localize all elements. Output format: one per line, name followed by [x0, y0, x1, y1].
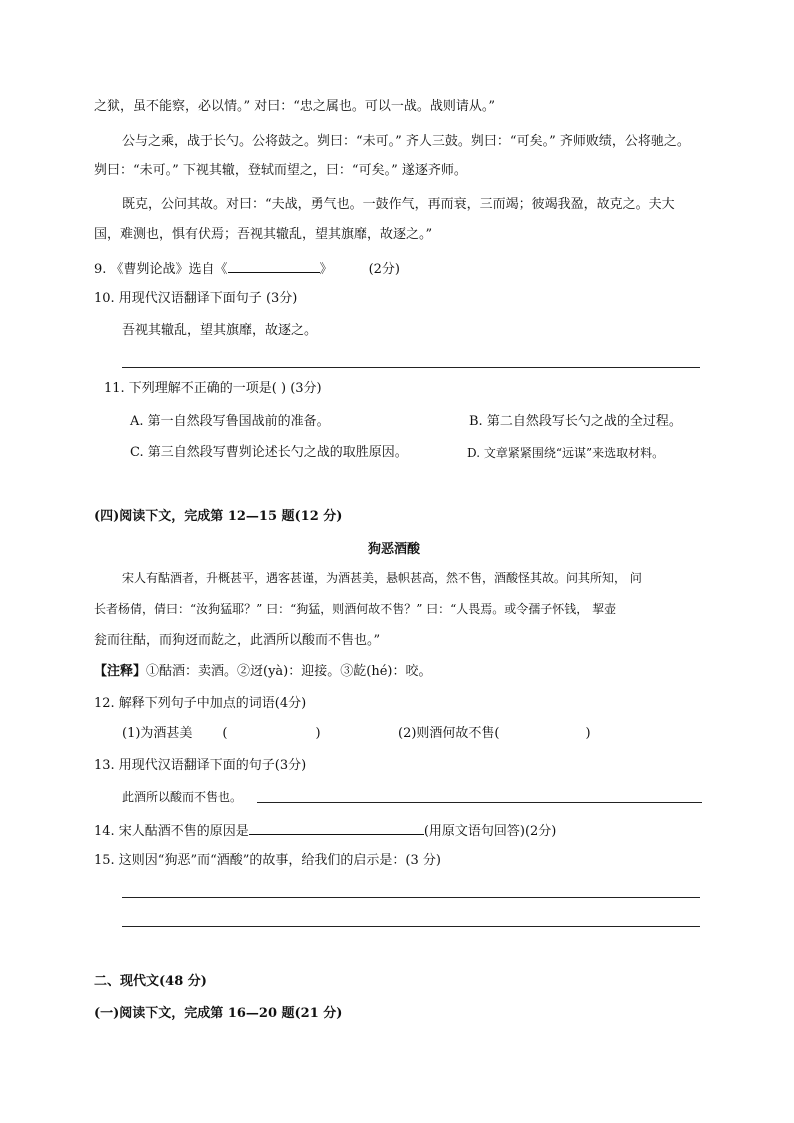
q12-item-1-open: (	[222, 726, 228, 741]
annotation-text: ①酤酒：卖酒。②迓(yà)：迎接。③龁(hé)：咬。	[146, 664, 432, 679]
q15-answer-line-2[interactable]	[122, 926, 700, 927]
q13-answer-line[interactable]	[257, 802, 702, 803]
q14-prefix: 14. 宋人酤酒不售的原因是	[94, 824, 249, 839]
q11-option-a[interactable]: A. 第一自然段写鲁国战前的准备。	[130, 414, 330, 429]
q14-suffix: (用原文语句回答)(2分)	[423, 824, 557, 839]
q11-option-b[interactable]: B. 第二自然段写长勺之战的全过程。	[469, 414, 682, 429]
q10-answer-line[interactable]	[122, 367, 700, 368]
annotation-label: 【注释】	[94, 664, 147, 679]
q9-answer-blank[interactable]	[228, 258, 320, 273]
passage-line: 公与之乘，战于长勺。公将鼓之。刿曰：“未可。” 齐人三鼓。刿曰：“可矣。” 齐师败绩，公将驰之。	[122, 134, 690, 149]
passage-line: 刿曰：“未可。” 下视其辙，登轼而望之，曰：“可矣。” 遂逐齐师。	[94, 163, 467, 178]
question-10-prompt: 10. 用现代汉语翻译下面句子 (3分)	[94, 291, 298, 306]
q12-item-2	[398, 725, 591, 743]
question-12-prompt: 12. 解释下列句子中加点的词语(4分)	[94, 696, 307, 711]
section-2-subheading: (一)阅读下文，完成第 16—20 题(21 分)	[94, 1006, 343, 1021]
passage-line: 国，难测也，惧有伏焉；吾视其辙乱，望其旗靡，故逐之。”	[94, 227, 433, 242]
q9-score: (2分)	[368, 262, 400, 277]
passage-line: 宋人有酤酒者，升概甚平，遇客甚谨，为酒甚美，悬帜甚高，然不售，酒酸怪其故。问其所知， 问	[122, 571, 642, 585]
annotation	[94, 663, 431, 681]
q12-item-1-label: (1)为酒甚美	[122, 726, 193, 741]
question-15-prompt: 15. 这则因“狗恶”而“酒酸”的故事，给我们的启示是：(3 分)	[94, 853, 441, 868]
question-11-prompt: 11. 下列理解不正确的一项是( ) (3分)	[104, 381, 322, 396]
section-2-heading: 二、现代文(48 分)	[94, 974, 207, 989]
q12-item-1	[122, 725, 321, 743]
question-13-prompt: 13. 用现代汉语翻译下面的句子(3分)	[94, 758, 307, 773]
q11-option-c[interactable]: C. 第三自然段写曹刿论述长勺之战的取胜原因。	[130, 445, 408, 460]
q12-item-1-close: )	[315, 726, 321, 741]
q9-prefix: 9. 《曹刿论战》选自《	[94, 262, 228, 277]
question-14	[94, 820, 556, 841]
question-10-sentence: 吾视其辙乱，望其旗靡，故逐之。	[122, 323, 318, 338]
passage-line: 之狱，虽不能察，必以情。” 对曰：“忠之属也。可以一战。战则请从。”	[94, 99, 496, 114]
q9-suffix: 》	[319, 262, 333, 277]
q12-item-2-close: )	[585, 726, 591, 741]
q14-answer-blank[interactable]	[249, 820, 424, 835]
q12-item-2-label: (2)则酒何故不售(	[398, 726, 500, 741]
q15-answer-line-1[interactable]	[122, 897, 700, 898]
passage-line: 瓮而往酤，而狗迓而龁之，此酒所以酸而不售也。”	[94, 633, 381, 648]
passage-title: 狗恶酒酸	[368, 542, 421, 557]
question-13-sentence: 此酒所以酸而不售也。	[122, 790, 243, 804]
q11-option-d[interactable]: D. 文章紧紧围绕“远谋”来选取材料。	[467, 446, 665, 460]
section-4-heading: (四)阅读下文，完成第 12—15 题(12 分)	[94, 509, 343, 524]
passage-line: 既克，公问其故。对曰：“夫战，勇气也。一鼓作气，再而衰，三而竭；彼竭我盈，故克之。夫大	[122, 197, 675, 212]
passage-line: 长者杨倩，倩曰：“汝狗猛耶？” 曰：“狗猛，则酒何故不售？” 曰：“人畏焉。或令孺子怀钱， 挈壶	[94, 602, 617, 616]
question-9	[94, 258, 400, 279]
